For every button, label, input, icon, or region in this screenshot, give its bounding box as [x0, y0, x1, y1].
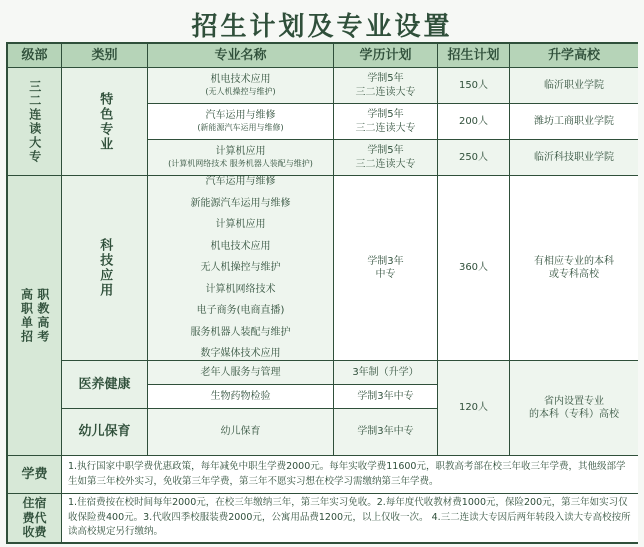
major-sub-label: (无人机操控与维护)	[205, 86, 276, 96]
keji-edu-plan	[334, 176, 438, 361]
sanerlian-edu-1	[334, 68, 438, 104]
level-zhijiao-col1: 职教高考	[35, 287, 50, 344]
school-line-1: 省内设置专业	[544, 395, 604, 407]
header-major: 专业名称	[148, 44, 334, 68]
level-sanerlian	[8, 68, 62, 176]
header-enroll-plan: 招生计划	[438, 44, 510, 68]
level-sanerlian-label: 三二连读大专	[27, 79, 42, 164]
school-line-2: 或专科高校	[549, 269, 599, 280]
list-item: 机电技术应用	[210, 240, 271, 252]
edu-line-1: 学制5年	[367, 73, 404, 84]
yiyang-major-2: 生物药物检验	[148, 385, 334, 409]
header-category: 类别	[62, 44, 148, 68]
list-item: 计算机网络技术	[205, 283, 276, 295]
header-higher-school: 升学高校	[510, 44, 638, 68]
edu-line-1: 学制5年	[367, 109, 404, 120]
yiyang-major-1: 老年人服务与管理	[148, 361, 334, 385]
category-tese	[62, 68, 148, 176]
youer-edu: 学制3年中专	[334, 409, 438, 456]
edu-line-1: 学制5年	[367, 145, 404, 156]
school-line-2: 的本科（专科）高校	[529, 409, 619, 420]
yiyang-edu-2: 学制3年中专	[334, 385, 438, 409]
fees-text: 1.执行国家中职学费优惠政策，每年减免中职生学费2000元。每年实收学费11600元，职教高考部在校三年收三年学费，其他级部学生如第三年校外实习，免收第三年学费，第三年不愿实习想在校学习需缴纳第三年学费。	[62, 456, 638, 494]
list-item: 电子商务(电商直播)	[196, 305, 285, 317]
level-zhijiao	[8, 176, 62, 456]
category-keji	[62, 176, 148, 361]
sanerlian-plan-3: 250人	[438, 140, 510, 176]
yiyang-edu-1: 3年制（升学）	[334, 361, 438, 385]
list-item: 服务机器人装配与维护	[190, 326, 291, 338]
sanerlian-major-1	[148, 68, 334, 104]
edu-line-2: 中专	[375, 269, 396, 280]
edu-line-2: 三二连读大专	[355, 86, 416, 98]
edu-line-2: 三二连读大专	[355, 158, 416, 170]
sanerlian-edu-3	[334, 140, 438, 176]
enrollment-table	[6, 42, 638, 544]
lodging-label	[8, 494, 62, 542]
sanerlian-school-1: 临沂职业学院	[510, 68, 638, 104]
major-label: 汽车运用与维修	[205, 110, 276, 122]
list-item: 新能源汽车运用与维修	[190, 197, 291, 209]
header-level: 级部	[8, 44, 62, 68]
sanerlian-major-2	[148, 104, 334, 140]
list-item: 无人机操控与维护	[200, 262, 281, 274]
keji-enroll-plan: 360人	[438, 176, 510, 361]
youer-major: 幼儿保育	[148, 409, 334, 456]
level-zhijiao-col2: 高职单招	[19, 287, 34, 344]
level-zhijiao-columns	[19, 288, 50, 344]
sanerlian-school-2: 潍坊工商职业学院	[510, 104, 638, 140]
major-sub-label: (新能源汽车运用与维修)	[197, 122, 284, 132]
sanerlian-edu-2	[334, 104, 438, 140]
page-title: 招生计划及专业设置	[191, 12, 453, 42]
edu-line-2: 三二连读大专	[355, 122, 416, 134]
fees-label: 学费	[8, 456, 62, 494]
list-item: 数字媒体技术应用	[200, 348, 281, 360]
lodging-text: 1.住宿费按在校时间每年2000元，在校三年缴纳三年，第三年实习免收。2.每年度代收教材费1000元，保险200元，第三年如实习仅收保险费400元。3.代收四季校服装费2000元，公寓用品费1200元，以上仅收一次。 4.三二连读大专因后两年转段入读大专高校按所读高校规定另行缴纳。	[62, 494, 638, 542]
major-sub-label: (计算机网络技术 服务机器人装配与维护)	[168, 158, 313, 168]
shared-enroll-plan: 120人	[438, 361, 510, 456]
category-yiyang: 医养健康	[62, 361, 148, 409]
keji-major-list	[148, 176, 334, 361]
sanerlian-plan-1: 150人	[438, 68, 510, 104]
major-label: 机电技术应用	[210, 74, 271, 86]
shared-higher-school	[510, 361, 638, 456]
school-line-1: 有相应专业的本科	[534, 255, 614, 267]
lodging-label-text: 住宿费代收费	[22, 496, 47, 540]
list-item: 汽车运用与维修	[205, 176, 276, 188]
sanerlian-major-3	[148, 140, 334, 176]
sanerlian-school-3: 临沂科技职业学院	[510, 140, 638, 176]
header-edu-plan: 学历计划	[334, 44, 438, 68]
category-tese-label: 特色专业	[97, 91, 113, 152]
category-keji-label: 科技应用	[97, 238, 113, 298]
major-label: 计算机应用	[215, 146, 266, 158]
keji-higher-school	[510, 176, 638, 361]
category-youer: 幼儿保育	[62, 409, 148, 456]
edu-line-1: 学制3年	[367, 255, 404, 267]
sanerlian-plan-2: 200人	[438, 104, 510, 140]
list-item: 计算机应用	[215, 219, 266, 231]
